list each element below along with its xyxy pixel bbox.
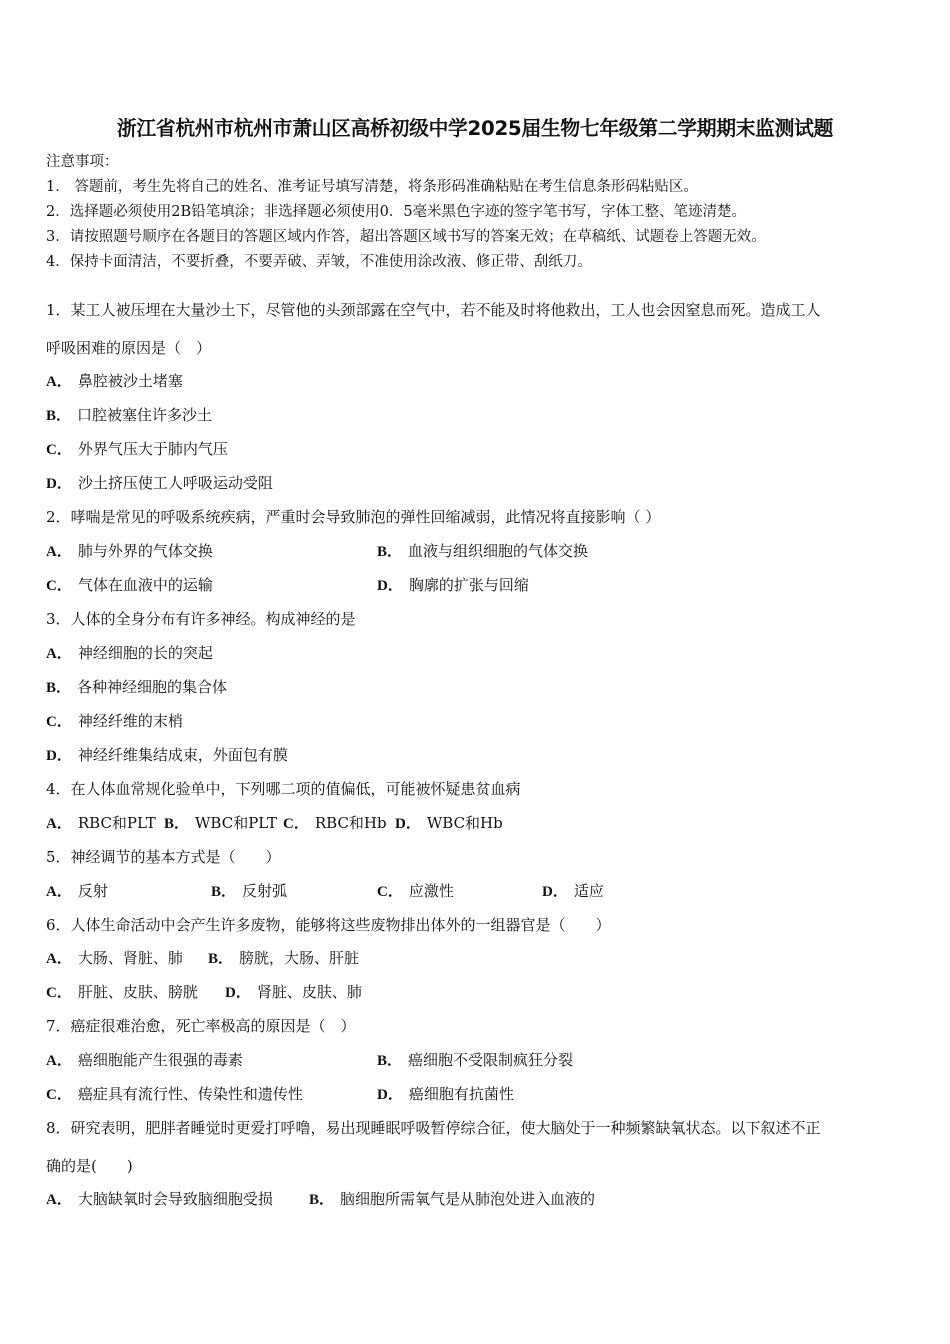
question-8-stem-cont: 确的是( ) [46,1157,133,1175]
q6-option-b [208,948,359,969]
q4-option-b [164,813,277,834]
option-label: C． [46,714,72,730]
option-label: C． [46,442,72,458]
q1-option-a [46,371,183,392]
q2-option-c [46,575,213,596]
option-text: 气体在血液中的运输 [77,576,213,594]
option-text: 鼻腔被沙土堵塞 [77,372,183,390]
q6-option-a [46,948,183,969]
option-text: 神经细胞的长的突起 [77,644,213,662]
notice-heading: 注意事项： [46,154,119,170]
option-label: B． [208,951,234,967]
option-label: B． [46,680,72,696]
option-label: A． [46,884,72,900]
notice-item: 1． 答题前，考生先将自己的姓名、准考证号填写清楚，将条形码准确粘贴在考生信息条形码粘贴区。 [46,179,698,195]
option-text: 应激性 [408,882,454,900]
option-text: 胸廓的扩张与回缩 [408,576,529,594]
page-title: 浙江省杭州市杭州市萧山区高桥初级中学2025届生物七年级第二学期期末监测试题 [116,117,834,140]
q5-option-a [46,881,108,902]
q4-option-c [283,813,387,834]
option-text: 肾脏、皮肤、肺 [256,983,362,1001]
q3-option-b [46,677,227,698]
question-4-stem: 4．在人体血常规化验单中，下列哪二项的值偏低，可能被怀疑患贫血病 [46,780,521,798]
option-label: D． [377,578,403,594]
option-label: B． [309,1192,335,1208]
question-2-stem: 2．哮喘是常见的呼吸系统疾病，严重时会导致肺泡的弹性回缩减弱，此情况将直接影响（ ） [46,508,661,526]
q2-option-b [377,541,588,562]
option-label: A． [46,951,72,967]
q7-option-a [46,1050,243,1071]
option-label: B． [46,408,72,424]
option-text: 外界气压大于肺内气压 [77,440,228,458]
q3-option-a [46,643,213,664]
option-label: D． [46,476,72,492]
option-label: B． [377,544,403,560]
question-3-stem: 3．人体的全身分布有许多神经。构成神经的是 [46,610,356,628]
option-text: 肝脏、皮肤、膀胱 [77,983,198,1001]
notice-item: 4．保持卡面清洁，不要折叠，不要弄破、弄皱，不准使用涂改液、修正带、刮纸刀。 [46,254,592,270]
option-text: 脑细胞所需氧气是从肺泡处进入血液的 [340,1190,596,1208]
option-label: D． [542,884,568,900]
option-text: RBC和Hb [314,814,387,832]
q3-option-d [46,745,288,766]
option-label: D． [377,1087,403,1103]
q2-option-a [46,541,213,562]
option-label: D． [395,816,421,832]
option-label: A． [46,816,72,832]
option-text: 癌细胞不受限制疯狂分裂 [408,1051,574,1069]
q2-option-d [377,575,529,596]
option-text: 大脑缺氧时会导致脑细胞受损 [77,1190,273,1208]
q6-option-c [46,982,198,1003]
q5-option-c [377,881,454,902]
option-text: 大肠、肾脏、肺 [77,949,183,967]
question-1-stem-cont: 呼吸困难的原因是（ ） [46,339,212,357]
q4-option-d [395,813,503,834]
option-label: A． [46,1053,72,1069]
question-1-stem: 1．某工人被压埋在大量沙土下，尽管他的头颈部露在空气中，若不能及时将他救出，工人也会因窒息而死。造成工人 [46,301,821,319]
question-7-stem: 7．癌症很难治愈，死亡率极高的原因是（ ） [46,1017,356,1035]
option-text: 口腔被塞住许多沙土 [77,406,213,424]
q3-option-c [46,711,183,732]
option-label: D． [225,985,251,1001]
option-text: 血液与组织细胞的气体交换 [408,542,589,560]
option-label: A． [46,544,72,560]
notice-item: 3．请按照题号顺序在各题目的答题区域内作答，超出答题区域书写的答案无效；在草稿纸、试题卷上答题无效。 [46,229,766,245]
option-text: 癌细胞有抗菌性 [408,1085,514,1103]
q7-option-c [46,1084,303,1105]
option-text: RBC和PLT [77,814,156,832]
option-text: WBC和PLT [195,814,278,832]
option-label: B． [377,1053,403,1069]
option-label: C． [46,578,72,594]
option-label: A． [46,646,72,662]
q7-option-d [377,1084,514,1105]
option-label: C． [283,816,309,832]
q8-option-b [309,1189,595,1210]
option-text: 癌症具有流行性、传染性和遗传性 [77,1085,303,1103]
option-text: 膀胱，大肠、肝脏 [239,949,360,967]
option-text: 神经纤维的末梢 [77,712,183,730]
option-text: WBC和Hb [426,814,503,832]
q8-option-a [46,1189,273,1210]
option-label: A． [46,374,72,390]
option-label: B． [164,816,190,832]
q1-option-d [46,473,273,494]
option-text: 各种神经细胞的集合体 [77,678,228,696]
q5-option-d [542,881,604,902]
option-label: D． [46,748,72,764]
option-label: C． [377,884,403,900]
q1-option-c [46,439,228,460]
option-text: 肺与外界的气体交换 [77,542,213,560]
option-text: 反射弧 [242,882,288,900]
q7-option-b [377,1050,573,1071]
notice-item: 2．选择题必须使用2B铅笔填涂；非选择题必须使用0．5毫米黑色字迹的签字笔书写，字体工整、笔迹清楚。 [46,204,747,220]
option-text: 沙土挤压使工人呼吸运动受阻 [77,474,273,492]
q4-option-a [46,813,156,834]
option-label: A． [46,1192,72,1208]
question-6-stem: 6．人体生命活动中会产生许多废物，能够将这些废物排出体外的一组器官是（ ） [46,916,611,934]
option-label: C． [46,985,72,1001]
option-text: 癌细胞能产生很强的毒素 [77,1051,243,1069]
option-text: 反射 [77,882,108,900]
question-5-stem: 5．神经调节的基本方式是（ ） [46,848,281,866]
q6-option-d [225,982,362,1003]
option-label: B． [211,884,237,900]
option-label: C． [46,1087,72,1103]
q1-option-b [46,405,212,426]
q5-option-b [211,881,287,902]
option-text: 适应 [573,882,604,900]
option-text: 神经纤维集结成束，外面包有膜 [77,746,288,764]
question-8-stem: 8．研究表明，肥胖者睡觉时更爱打呼噜，易出现睡眠呼吸暂停综合征，使大脑处于一种频繁缺氧状态。以下叙述不正 [46,1119,821,1137]
